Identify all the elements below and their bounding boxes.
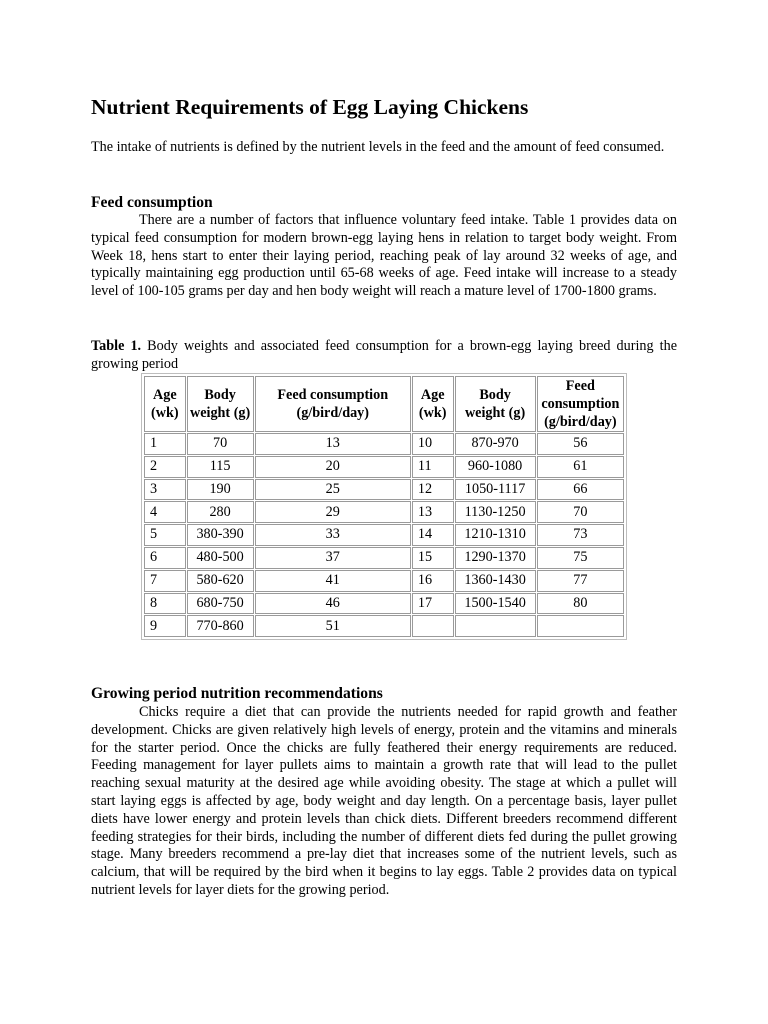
table-cell: 190 [187,479,254,501]
table-cell: 17 [412,593,454,615]
table-cell: 6 [144,547,186,569]
table-cell: 46 [255,593,411,615]
table-row [144,524,624,546]
table-cell: 1360-1430 [455,570,536,592]
page-title: Nutrient Requirements of Egg Laying Chickens [91,95,529,119]
table-cell: 580-620 [187,570,254,592]
table-cell: 80 [537,593,624,615]
table-cell: 2 [144,456,186,478]
table-cell: 16 [412,570,454,592]
table-cell: 380-390 [187,524,254,546]
table-cell [455,615,536,637]
header-body-weight-2: Body weight (g) [455,376,536,432]
table-cell: 66 [537,479,624,501]
table-cell: 960-1080 [455,456,536,478]
table-1 [141,373,627,640]
table-cell: 115 [187,456,254,478]
header-body-weight-1: Body weight (g) [187,376,254,432]
body-weight-feed-table [143,375,625,638]
table-cell: 33 [255,524,411,546]
table-cell: 73 [537,524,624,546]
table-row [144,479,624,501]
table-cell: 13 [255,433,411,455]
table-caption [91,338,677,374]
growing-period-heading: Growing period nutrition recommendations [91,685,383,702]
table-cell: 14 [412,524,454,546]
table-cell: 1 [144,433,186,455]
table-cell: 1050-1117 [455,479,536,501]
table-cell: 77 [537,570,624,592]
header-feed-consumption-2: Feed consumption (g/bird/day) [537,376,624,432]
table-row [144,547,624,569]
table-cell: 61 [537,456,624,478]
table-cell: 7 [144,570,186,592]
table-cell: 480-500 [187,547,254,569]
table-row [144,501,624,523]
table-cell: 25 [255,479,411,501]
table-caption-text: Body weights and associated feed consumption for a brown-egg laying breed during the growing period [91,338,677,372]
table-cell: 70 [537,501,624,523]
table-row [144,570,624,592]
feed-consumption-heading: Feed consumption [91,194,213,211]
table-cell: 8 [144,593,186,615]
table-cell: 9 [144,615,186,637]
table-cell: 15 [412,547,454,569]
table-cell: 5 [144,524,186,546]
table-cell: 13 [412,501,454,523]
intro-paragraph: The intake of nutrients is defined by the nutrient levels in the feed and the amount of feed consumed. [91,139,665,155]
table-cell: 680-750 [187,593,254,615]
table-cell: 37 [255,547,411,569]
table-row [144,433,624,455]
feed-consumption-paragraph: There are a number of factors that influence voluntary feed intake. Table 1 provides data on typical feed consumption for modern brown-egg laying hens in relation to target body weight. From Week 18, hens start to enter their laying period, reaching peak of lay around 32 weeks of age, and typically maintaining egg production until 65-68 weeks of age. Feed intake will increase to a steady level of 100-105 grams per day and hen body weight will reach a mature level of 1700-1800 grams. [91,212,677,300]
table-cell: 870-970 [455,433,536,455]
table-cell: 51 [255,615,411,637]
table-cell: 75 [537,547,624,569]
table-cell: 12 [412,479,454,501]
header-feed-consumption-1: Feed consumption (g/bird/day) [255,376,411,432]
header-age-2: Age (wk) [412,376,454,432]
table-cell: 70 [187,433,254,455]
table-header-row [144,376,624,432]
table-cell [537,615,624,637]
table-cell: 770-860 [187,615,254,637]
table-row [144,593,624,615]
table-row [144,456,624,478]
table-row [144,615,624,637]
header-age-1: Age (wk) [144,376,186,432]
table-cell: 10 [412,433,454,455]
table-cell: 41 [255,570,411,592]
table-cell: 3 [144,479,186,501]
table-cell: 1210-1310 [455,524,536,546]
table-caption-label: Table 1. [91,338,142,354]
table-cell: 280 [187,501,254,523]
table-cell: 4 [144,501,186,523]
table-cell: 20 [255,456,411,478]
table-cell [412,615,454,637]
table-cell: 11 [412,456,454,478]
table-cell: 56 [537,433,624,455]
growing-period-paragraph: Chicks require a diet that can provide the nutrients needed for rapid growth and feather development. Chicks are given relatively high levels of energy, protein and the vitamins and minerals for the starter period. Once the chicks are fully feathered their energy requirements are reduced. Feeding management for layer pullets aims to maintain a growth rate that will lead to the pullet reaching sexual maturity at the desired age while avoiding obesity. The stage at which a pullet will start laying eggs is affected by age, body weight and day length. On a percentage basis, layer pullet diets have lower energy and protein levels than chick diets. Different breeders recommend different feeding strategies for their birds, including the number of different diets fed during the pullet growing stage. Many breeders recommend a pre-lay diet that increases some of the nutrient levels, such as calcium, that will be required by the bird when it begins to lay eggs. Table 2 provides data on typical nutrient levels for layer diets for the growing period. [91,704,677,898]
table-cell: 1500-1540 [455,593,536,615]
table-cell: 1290-1370 [455,547,536,569]
table-cell: 1130-1250 [455,501,536,523]
table-cell: 29 [255,501,411,523]
